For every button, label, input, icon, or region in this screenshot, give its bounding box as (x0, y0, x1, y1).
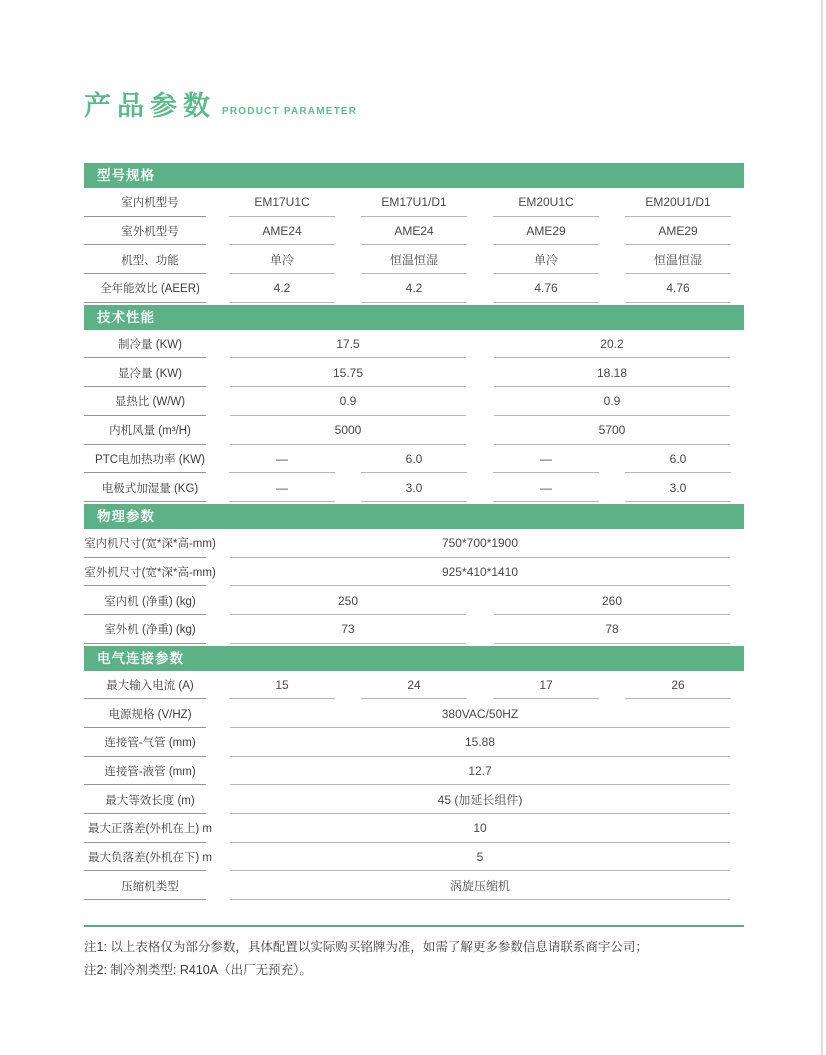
table-row (84, 529, 744, 558)
table-cell: 15.88 (216, 728, 744, 757)
row-label: 显冷量 (KW) (84, 358, 216, 387)
table-cell: 78 (480, 615, 744, 644)
table-cell: 3.0 (348, 473, 480, 502)
row-label: 最大负落差(外机在下) m (84, 843, 216, 872)
table-cell: AME24 (216, 217, 348, 246)
table-cell: 250 (216, 586, 480, 615)
row-label: 室内机 (净重) (kg) (84, 586, 216, 615)
table-cell: 10 (216, 814, 744, 843)
table-cell: — (480, 445, 612, 474)
row-label: 连接管-气管 (mm) (84, 728, 216, 757)
table-cell: 恒温恒湿 (348, 245, 480, 274)
table-cell: 45 (加延长组件) (216, 785, 744, 814)
footer-notes (84, 936, 744, 981)
table-cell: — (216, 445, 348, 474)
table-cell: EM20U1/D1 (612, 188, 744, 217)
table-cell: 6.0 (348, 445, 480, 474)
table-row (84, 843, 744, 872)
note-2: 注2: 制冷剂类型: R410A（出厂无预充）。 (84, 962, 312, 977)
table-row (84, 615, 744, 644)
page-right-edge (821, 0, 823, 1055)
table-cell: EM17U1/D1 (348, 188, 480, 217)
table-cell: 0.9 (480, 387, 744, 416)
table-cell: 5700 (480, 416, 744, 445)
table-cell: AME29 (612, 217, 744, 246)
table-row (84, 330, 744, 359)
table-row (84, 387, 744, 416)
row-label: 内机风量 (m³/H) (84, 416, 216, 445)
table-cell: 4.2 (216, 274, 348, 303)
table-cell: 单冷 (480, 245, 612, 274)
section-header-physical-parameters: 物理参数 (84, 504, 744, 529)
row-label: 室内机尺寸(宽*深*高-mm) (84, 529, 216, 558)
page-title: 产品参数 (84, 91, 216, 121)
product-parameter-page (84, 0, 744, 981)
row-label: 显热比 (W/W) (84, 387, 216, 416)
table-cell: AME24 (348, 217, 480, 246)
table-cell: 20.2 (480, 330, 744, 359)
row-label: 压缩机类型 (84, 871, 216, 900)
table-row (84, 245, 744, 274)
table-row (84, 785, 744, 814)
row-label: 连接管-液管 (mm) (84, 757, 216, 786)
table-cell: 5 (216, 843, 744, 872)
table-cell: 750*700*1900 (216, 529, 744, 558)
table-cell: 12.7 (216, 757, 744, 786)
row-label: 电极式加湿量 (KG) (84, 473, 216, 502)
table-row (84, 814, 744, 843)
table-cell: 18.18 (480, 358, 744, 387)
row-label: 室内机型号 (84, 188, 216, 217)
table-cell: 涡旋压缩机 (216, 871, 744, 900)
table-row (84, 558, 744, 587)
row-label: PTC电加热功率 (KW) (84, 445, 216, 474)
table-row (84, 274, 744, 303)
table-cell: 17 (480, 671, 612, 700)
footer-divider-line (84, 925, 744, 927)
row-label: 最大正落差(外机在上) m (84, 814, 216, 843)
table-row (84, 445, 744, 474)
table-row (84, 586, 744, 615)
table-cell: 5000 (216, 416, 480, 445)
table-cell: — (480, 473, 612, 502)
row-label: 制冷量 (KW) (84, 330, 216, 359)
note-1: 注1: 以上表格仅为部分参数，具体配置以实际购买铭牌为准，如需了解更多参数信息请联系商宇公司； (84, 940, 648, 955)
table-cell: 3.0 (612, 473, 744, 502)
section-header-model-specs: 型号规格 (84, 163, 744, 188)
row-label: 最大输入电流 (A) (84, 671, 216, 700)
table-cell: 单冷 (216, 245, 348, 274)
table-cell: 17.5 (216, 330, 480, 359)
table-cell: 6.0 (612, 445, 744, 474)
table-cell: — (216, 473, 348, 502)
row-label: 电源规格 (V/HZ) (84, 699, 216, 728)
table-cell: 0.9 (216, 387, 480, 416)
table-row (84, 358, 744, 387)
page-title-block (84, 84, 744, 120)
row-label: 机型、功能 (84, 245, 216, 274)
table-cell: 4.76 (612, 274, 744, 303)
table-cell: EM20U1C (480, 188, 612, 217)
section-header-electrical-connection: 电气连接参数 (84, 646, 744, 671)
table-cell: 4.2 (348, 274, 480, 303)
table-cell: 380VAC/50HZ (216, 699, 744, 728)
table-row (84, 871, 744, 900)
table-row (84, 473, 744, 502)
table-row (84, 416, 744, 445)
row-label: 室外机型号 (84, 217, 216, 246)
table-cell: 恒温恒湿 (612, 245, 744, 274)
table-cell: 26 (612, 671, 744, 700)
table-row (84, 217, 744, 246)
table-cell: 260 (480, 586, 744, 615)
section-header-technical-performance: 技术性能 (84, 305, 744, 330)
table-cell: AME29 (480, 217, 612, 246)
row-label: 室外机 (净重) (kg) (84, 615, 216, 644)
table-cell: 15 (216, 671, 348, 700)
table-cell: 925*410*1410 (216, 558, 744, 587)
row-label: 全年能效比 (AEER) (84, 274, 216, 303)
page-subtitle: PRODUCT PARAMETER (222, 106, 358, 117)
row-label: 室外机尺寸(宽*深*高-mm) (84, 558, 216, 587)
table-cell: 15.75 (216, 358, 480, 387)
table-cell: EM17U1C (216, 188, 348, 217)
table-row (84, 671, 744, 700)
table-cell: 73 (216, 615, 480, 644)
table-cell: 24 (348, 671, 480, 700)
table-cell: 4.76 (480, 274, 612, 303)
table-row (84, 728, 744, 757)
table-row (84, 699, 744, 728)
row-label: 最大等效长度 (m) (84, 785, 216, 814)
spec-table (84, 163, 744, 900)
table-row (84, 188, 744, 217)
table-row (84, 757, 744, 786)
